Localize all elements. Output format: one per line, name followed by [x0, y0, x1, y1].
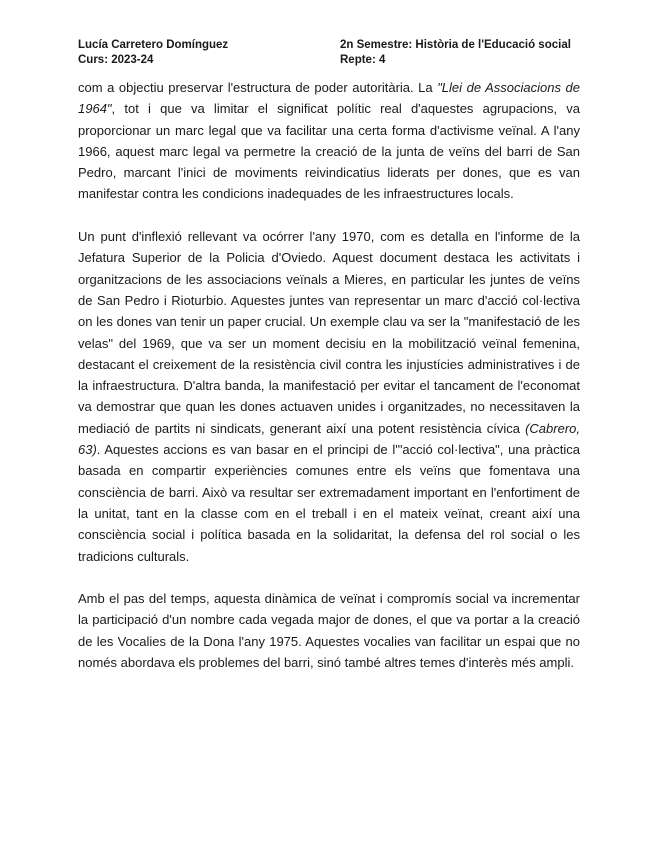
citation: (Cabrero, 63) [78, 420, 580, 458]
header-row-2 [78, 53, 580, 68]
author-name: Lucía Carretero Domínguez [78, 39, 229, 51]
paragraph-3 [78, 588, 580, 673]
paragraph-text: . Aquestes accions es van basar en el principi de l'"acció col·lectiva", una pràctica basada en compartir experiències comunes entre els veïns que fomentava una consciència de barri. Això va resultar ser extremadament important en l'enfortiment de la unitat, tant en la classe com en el treball i en el mateix veïnat, creant així una consciència social i política basada en la solidaritat, la defensa del rol social o les tradicions culturals. [78, 442, 580, 564]
header-row-1 [78, 38, 580, 53]
paragraph-text: , tot i que va limitar el significat polític real d'aquestes agrupacions, va proporcionar un marc legal que va facilitar una certa forma d'activisme veïnal. A l'any 1966, aquest marc legal va permetre la creació de la junta de veïns del barri de San Pedro, marcant l'inici de moviments reivindicatius liderats per dones, que es van manifestar contra les condicions inadequades de les infraestructures locals. [78, 101, 580, 202]
law-title: "Llei de Associacions de 1964" [78, 80, 580, 117]
paragraph-2 [78, 226, 580, 567]
course-year: Curs: 2023-24 [78, 54, 154, 66]
document-body [78, 77, 580, 695]
subject-title: 2n Semestre: Història de l'Educació social [340, 39, 571, 51]
paragraph-text: Amb el pas del temps, aquesta dinàmica de veïnat i compromís social va incrementar la participació d'un nombre cada vegada major de dones, el que va portar a la creació de les Vocalies de la Dona l'any 1975. Aquestes vocalies van facilitar un espai que no només abordava els problemes del barri, sinó també altres temes d'interès més ampli. [78, 591, 580, 671]
paragraph-text: com a objectiu preservar l'estructura de poder autoritària. La [78, 80, 438, 95]
challenge-number: Repte: 4 [340, 54, 386, 66]
paragraph-text: Un punt d'inflexió rellevant va ocórrer l'any 1970, com es detalla en l'informe de la Jefatura Superior de la Policia d'Oviedo. Aquest document destaca les activitats i organitzacions de les associacions veïnals a Mieres, en particular les juntes de veïns de San Pedro i Rioturbio. Aquestes juntes van representar un marc d'acció col·lectiva on les dones van tenir un paper crucial. Un exemple clau va ser la "manifestació de les velas" del 1969, que va ser un moment decisiu en la mobilització veïnal femenina, destacant el creixement de la resistència civil contra les injustícies administratives i de la infraestructura. D'altra banda, la manifestació per evitar el tancament de l'economat va demostrar que quan les dones actuaven unides i organitzades, no necessitaven la mediació de partits ni sindicats, generant així una potent resistència cívica [78, 229, 580, 436]
paragraph-1 [78, 77, 580, 205]
page-header [78, 38, 580, 68]
